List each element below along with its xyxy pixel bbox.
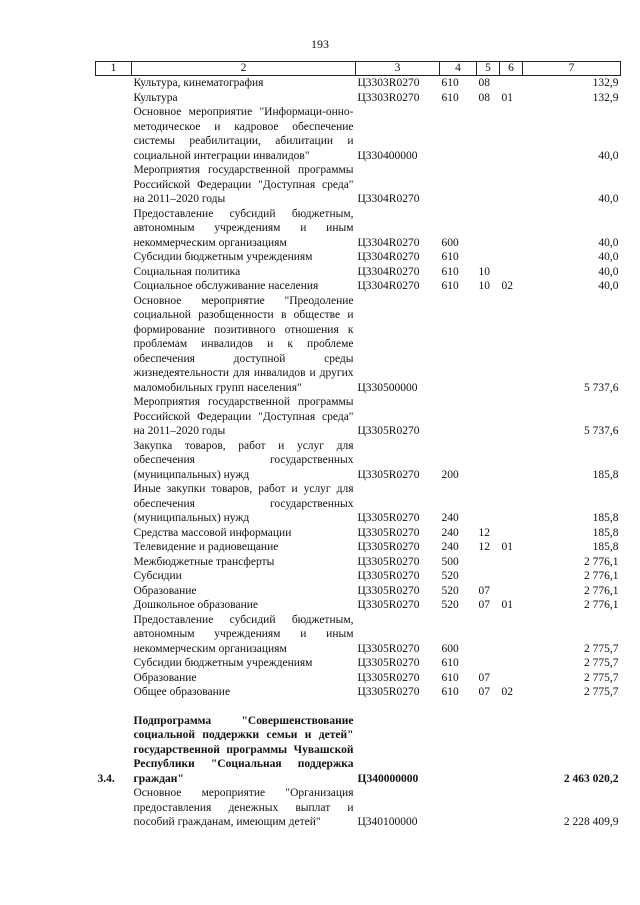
row-number — [96, 163, 132, 207]
row-number — [96, 250, 132, 265]
row-col-6 — [500, 76, 523, 91]
row-col-4: 610 — [441, 91, 459, 104]
row-code: Ц3303R0270 — [357, 91, 420, 104]
row-col-5 — [477, 163, 500, 207]
row-number — [96, 685, 132, 700]
row-amount: 40,0 — [598, 236, 619, 249]
row-code: Ц3304R0270 — [357, 236, 420, 249]
row-col-4: 610 — [441, 77, 459, 89]
row-col-5 — [477, 250, 500, 265]
table-row — [96, 250, 621, 265]
row-col-4: 240 — [441, 541, 459, 553]
row-col-6: 01 — [501, 91, 513, 104]
row-col-6 — [500, 786, 523, 830]
row-col-4: 520 — [441, 584, 459, 597]
row-name: Основное мероприятие "Организация предоставления денежных выплат и пособий гражданам, имеющим детей" — [133, 787, 354, 828]
table-row — [96, 598, 621, 613]
row-col-6 — [500, 250, 523, 265]
header-col-4: 4 — [440, 62, 477, 76]
row-col-5: 07 — [478, 584, 490, 597]
row-number — [96, 584, 132, 599]
row-code: Ц3305R0270 — [357, 425, 420, 437]
row-name: Предоставление субсидий бюджетным, автономным учреждениям и иным некоммерческим организациям — [133, 613, 354, 655]
table-row — [96, 163, 621, 207]
row-name: Субсидии бюджетным учреждениям — [133, 657, 313, 669]
row-col-6 — [500, 265, 523, 280]
row-col-4: 610 — [441, 671, 459, 684]
row-name: Подпрограмма "Совершенствование социальной поддержки семьи и детей" государственной программы Чувашской Республики "Социальная поддержка граждан" — [133, 714, 354, 785]
row-code: Ц3304R0270 — [357, 280, 420, 292]
row-number — [96, 656, 132, 671]
row-col-6 — [500, 482, 523, 526]
row-number — [96, 540, 132, 555]
row-code: Ц3303R0270 — [357, 77, 420, 89]
header-col-7: 7 — [523, 62, 621, 76]
row-col-6 — [500, 294, 523, 396]
row-number — [96, 395, 132, 439]
row-number — [96, 91, 132, 106]
row-col-6: 02 — [501, 280, 513, 292]
row-number — [96, 671, 132, 686]
row-code: Ц3305R0270 — [357, 642, 420, 655]
row-col-4: 520 — [441, 570, 459, 582]
row-col-6: 02 — [501, 686, 513, 698]
row-amount: 2 775,7 — [584, 642, 619, 655]
row-name: Предоставление субсидий бюджетным, автономным учреждениям и иным некоммерческим организациям — [133, 207, 354, 249]
row-amount: 2 775,7 — [584, 671, 619, 684]
row-code: Ц330500000 — [357, 381, 418, 394]
row-name: Субсидии — [133, 570, 182, 582]
row-col-5: 07 — [478, 686, 490, 698]
row-code: Ц3304R0270 — [357, 193, 420, 205]
row-amount: 2 776,1 — [584, 584, 619, 597]
row-col-5 — [477, 439, 500, 483]
row-code: Ц3305R0270 — [357, 541, 420, 553]
row-code: Ц3305R0270 — [357, 468, 420, 481]
table-row — [96, 526, 621, 541]
row-code: Ц3305R0270 — [357, 555, 420, 568]
row-code: Ц3305R0270 — [357, 671, 420, 684]
table-row — [96, 105, 621, 163]
row-col-5 — [477, 786, 500, 830]
row-code: Ц3305R0270 — [357, 599, 420, 611]
row-amount: 185,8 — [592, 541, 619, 553]
row-name: Закупка товаров, работ и услуг для обеспечения государственных (муниципальных) нужд — [133, 439, 354, 481]
row-col-5: 07 — [478, 599, 490, 611]
header-col-6: 6 — [500, 62, 523, 76]
row-number — [96, 294, 132, 396]
table-row — [96, 207, 621, 251]
row-number — [96, 207, 132, 251]
row-code: Ц3305R0270 — [357, 526, 420, 539]
row-col-4: 610 — [441, 251, 459, 263]
row-col-4 — [440, 294, 477, 396]
table-row — [96, 671, 621, 686]
row-col-4 — [440, 786, 477, 830]
row-col-5: 07 — [478, 671, 490, 684]
row-number — [96, 569, 132, 584]
row-code: Ц340100000 — [357, 816, 418, 828]
row-col-4 — [440, 714, 477, 787]
row-number — [96, 786, 132, 830]
row-col-4 — [440, 105, 477, 163]
row-code: Ц3304R0270 — [357, 251, 420, 263]
table-row — [96, 395, 621, 439]
row-amount: 185,8 — [592, 512, 619, 524]
row-col-5: 12 — [478, 526, 490, 539]
row-col-4: 600 — [441, 642, 459, 655]
row-col-6 — [500, 569, 523, 584]
table-row — [96, 91, 621, 106]
row-amount: 2 228 409,9 — [563, 816, 619, 828]
row-col-6 — [500, 439, 523, 483]
header-col-2: 2 — [132, 62, 356, 76]
row-col-6 — [500, 163, 523, 207]
table-row — [96, 714, 621, 787]
row-code: Ц3305R0270 — [357, 686, 420, 698]
row-col-4 — [440, 163, 477, 207]
row-col-6 — [500, 656, 523, 671]
row-amount: 132,9 — [592, 77, 619, 89]
row-amount: 2 775,7 — [584, 657, 619, 669]
table-row — [96, 656, 621, 671]
row-amount: 132,9 — [592, 91, 619, 104]
row-name: Общее образование — [133, 686, 231, 698]
row-col-4: 200 — [441, 468, 459, 481]
row-number — [96, 482, 132, 526]
row-amount: 40,0 — [598, 280, 619, 292]
row-name: Социальное обслуживание населения — [133, 280, 319, 292]
table-header — [96, 62, 621, 76]
row-col-5: 10 — [478, 280, 490, 292]
row-name: Дошкольное образование — [133, 599, 259, 611]
row-col-6 — [500, 555, 523, 570]
row-amount: 2 776,1 — [584, 555, 619, 568]
row-name: Культура, кинематография — [133, 77, 264, 89]
row-col-6 — [500, 395, 523, 439]
table-row — [96, 555, 621, 570]
row-col-4: 610 — [441, 657, 459, 669]
row-code: Ц3305R0270 — [357, 570, 420, 582]
table-row — [96, 279, 621, 294]
table-row — [96, 540, 621, 555]
row-col-4: 500 — [441, 555, 459, 568]
row-name: Телевидение и радиовещание — [133, 541, 279, 553]
row-col-6 — [500, 671, 523, 686]
row-number — [96, 105, 132, 163]
row-name: Мероприятия государственной программы Российской Федерации "Доступная среда" на 2011–2020 годы — [133, 164, 354, 205]
table-row — [96, 685, 621, 700]
row-col-6 — [500, 207, 523, 251]
row-number — [96, 76, 132, 91]
row-code: Ц340000000 — [357, 772, 419, 785]
row-number — [96, 439, 132, 483]
row-name: Межбюджетные трансферты — [133, 555, 275, 568]
row-col-4 — [440, 395, 477, 439]
header-col-5: 5 — [477, 62, 500, 76]
row-number — [96, 613, 132, 657]
row-number — [96, 279, 132, 294]
table-row — [96, 439, 621, 483]
row-code: Ц3305R0270 — [357, 584, 420, 597]
row-code: Ц330400000 — [357, 149, 418, 162]
row-number — [96, 526, 132, 541]
row-amount: 185,8 — [592, 526, 619, 539]
row-col-4: 600 — [441, 236, 459, 249]
row-col-4: 610 — [441, 265, 459, 278]
row-name: Мероприятия государственной программы Российской Федерации "Доступная среда" на 2011–2020 годы — [133, 396, 354, 437]
row-col-5 — [477, 395, 500, 439]
row-col-6: 01 — [501, 599, 513, 611]
row-amount: 2 775,7 — [584, 686, 619, 698]
row-amount: 2 463 020,2 — [563, 772, 619, 785]
spacer-row — [96, 700, 621, 714]
row-code: Ц3305R0270 — [357, 512, 420, 524]
row-col-6 — [500, 584, 523, 599]
row-amount: 40,0 — [598, 149, 619, 162]
row-col-4: 240 — [441, 526, 459, 539]
row-col-5: 08 — [478, 77, 490, 89]
row-col-5 — [477, 105, 500, 163]
row-col-5: 08 — [478, 91, 490, 104]
table-row — [96, 294, 621, 396]
row-number — [96, 265, 132, 280]
row-number — [96, 598, 132, 613]
table-body — [96, 76, 621, 830]
row-col-6 — [500, 526, 523, 541]
row-number — [96, 555, 132, 570]
row-col-5 — [477, 569, 500, 584]
spacer-cell — [96, 700, 621, 714]
row-amount: 5 737,6 — [584, 381, 619, 394]
row-col-6: 01 — [501, 541, 513, 553]
table-row — [96, 76, 621, 91]
row-col-5: 12 — [478, 541, 490, 553]
row-name: Иные закупки товаров, работ и услуг для обеспечения государственных (муниципальных) нужд — [133, 483, 354, 524]
row-name: Основное мероприятие "Информаци-онно-методическое и кадровое обеспечение системы реабилитации, абилитации и социальной интеграции инвалидов" — [133, 106, 354, 162]
row-name: Средства массовой информации — [133, 526, 292, 539]
row-col-4: 520 — [441, 599, 459, 611]
row-amount: 2 776,1 — [584, 599, 619, 611]
row-number: 3.4. — [97, 772, 115, 785]
row-code: Ц3304R0270 — [357, 265, 420, 278]
table-row — [96, 613, 621, 657]
table-row — [96, 569, 621, 584]
row-name: Субсидии бюджетным учреждениям — [133, 251, 313, 263]
row-col-6 — [500, 714, 523, 787]
header-col-1: 1 — [96, 62, 132, 76]
header-col-3: 3 — [356, 62, 440, 76]
row-code: Ц3305R0270 — [357, 657, 420, 669]
table-row — [96, 482, 621, 526]
row-col-5 — [477, 207, 500, 251]
row-name: Культура — [133, 91, 178, 104]
row-col-6 — [500, 613, 523, 657]
table-row — [96, 584, 621, 599]
row-amount: 40,0 — [598, 193, 619, 205]
row-col-5: 10 — [478, 265, 490, 278]
row-col-4: 240 — [441, 512, 459, 524]
row-col-5 — [477, 656, 500, 671]
row-col-6 — [500, 105, 523, 163]
budget-table — [95, 61, 621, 830]
row-amount: 185,8 — [592, 468, 619, 481]
row-name: Основное мероприятие "Преодоление социальной разобщенности в обществе и формирование позитивного отношения к проблемам инвалидов и к проблеме обеспечения доступной среды жизнедеятельности для инвалидов и других маломобильных групп населения" — [133, 294, 354, 394]
row-name: Социальная политика — [133, 265, 241, 278]
row-col-5 — [477, 613, 500, 657]
page-number: 193 — [311, 37, 329, 51]
row-amount: 2 776,1 — [584, 570, 619, 582]
row-amount: 40,0 — [598, 265, 619, 278]
row-name: Образование — [133, 671, 197, 684]
row-name: Образование — [133, 584, 197, 597]
row-amount: 40,0 — [598, 251, 619, 263]
table-row — [96, 786, 621, 830]
row-col-5 — [477, 482, 500, 526]
row-col-5 — [477, 294, 500, 396]
row-col-4: 610 — [441, 686, 459, 698]
row-col-5 — [477, 714, 500, 787]
row-col-4: 610 — [441, 280, 459, 292]
row-amount: 5 737,6 — [584, 425, 619, 437]
row-col-5 — [477, 555, 500, 570]
table-row — [96, 265, 621, 280]
